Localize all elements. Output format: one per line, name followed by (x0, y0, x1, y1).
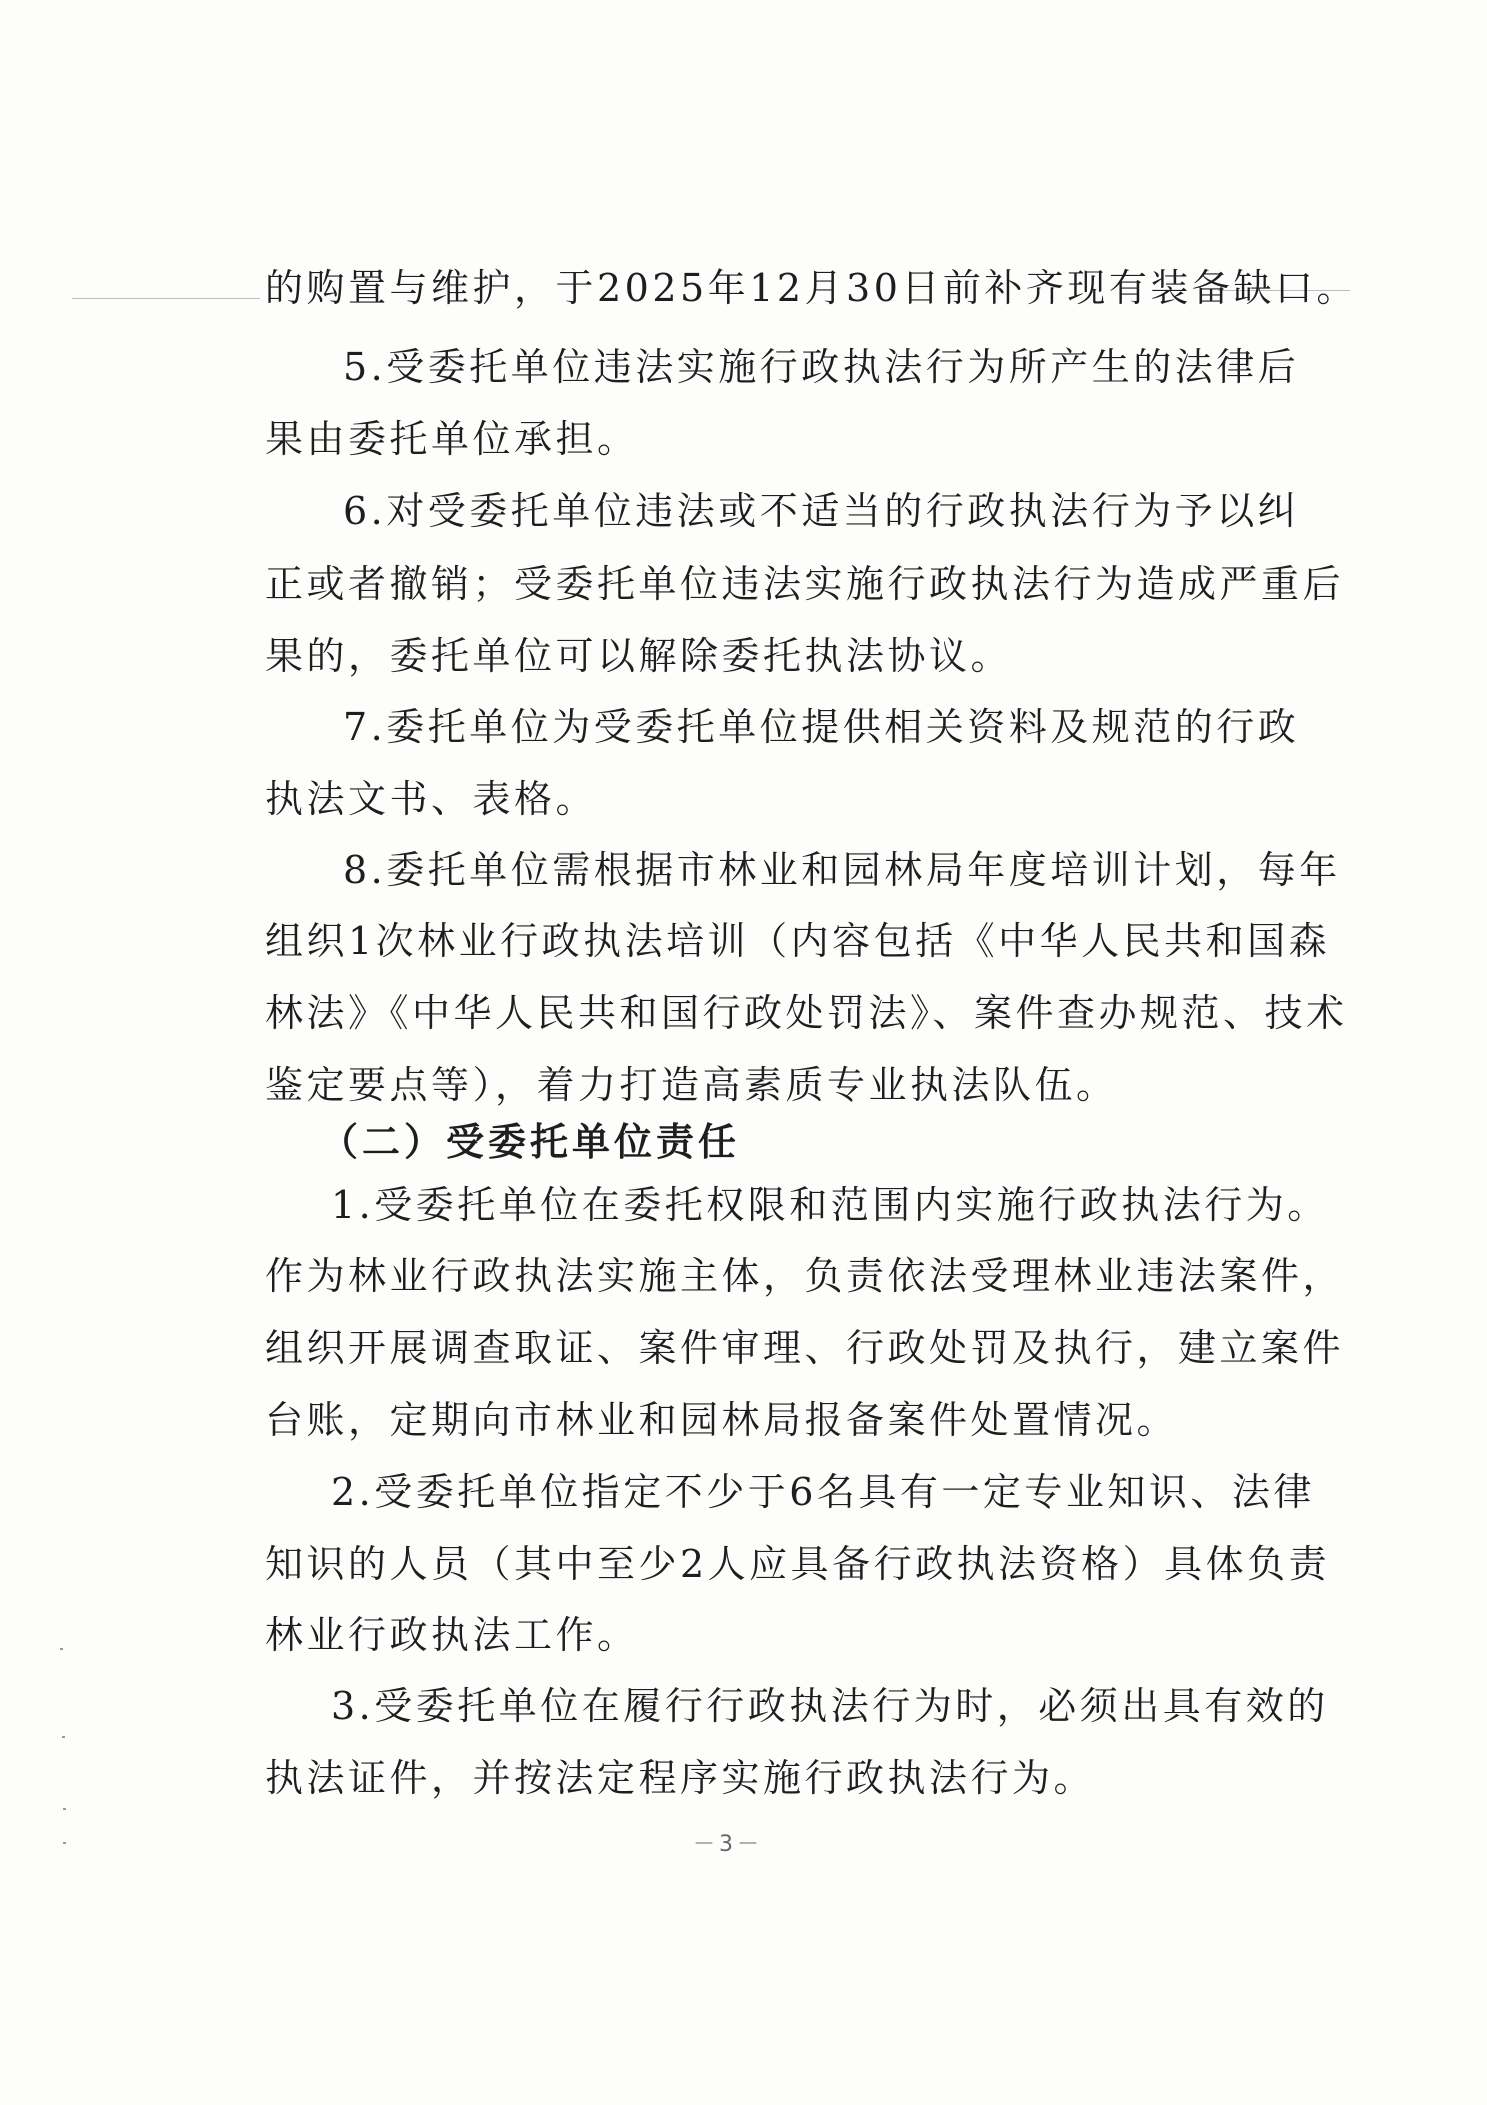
text-line-16: 台账，定期向市林业和园林局报备案件处置情况。 (265, 1398, 1179, 1442)
scan-speck (62, 1736, 65, 1738)
page-number: －3－ (693, 1832, 763, 1857)
text-line-14: 作为林业行政执法实施主体，负责依法受理林业违法案件， (265, 1254, 1345, 1298)
text-line-20: 3.受委托单位在履行行政执法行为时，必须出具有效的 (331, 1684, 1329, 1728)
scan-speck (60, 1648, 63, 1650)
scan-artifact-line-left (72, 298, 260, 299)
text-line-10: 组织1次林业行政执法培训（内容包括《中华人民共和国森 (265, 919, 1331, 963)
text-line-1: 的购置与维护，于2025年12月30日前补齐现有装备缺口。 (265, 266, 1358, 310)
text-line-8: 执法文书、表格。 (265, 777, 598, 821)
text-line-4: 6.对受委托单位违法或不适当的行政执法行为予以纠 (343, 489, 1300, 533)
text-line-19: 林业行政执法工作。 (265, 1613, 639, 1657)
text-line-2: 5.受委托单位违法实施行政执法行为所产生的法律后 (343, 345, 1300, 389)
text-line-6: 果的，委托单位可以解除委托执法协议。 (265, 634, 1013, 678)
scan-speck (63, 1808, 66, 1810)
text-line-3: 果由委托单位承担。 (265, 417, 639, 461)
text-line-12: 鉴定要点等），着力打造高素质专业执法队伍。 (265, 1063, 1118, 1107)
text-line-9: 8.委托单位需根据市林业和园林局年度培训计划，每年 (343, 848, 1341, 892)
text-line-15: 组织开展调查取证、案件审理、行政处罚及执行，建立案件 (265, 1326, 1345, 1370)
section-heading: （二）受委托单位责任 (320, 1120, 741, 1164)
text-line-11: 林法》《中华人民共和国行政处罚法》、案件查办规范、技术 (265, 991, 1348, 1035)
text-line-21: 执法证件，并按法定程序实施行政执法行为。 (265, 1756, 1096, 1800)
text-line-18: 知识的人员（其中至少2人应具备行政执法资格）具体负责 (265, 1542, 1331, 1586)
text-line-7: 7.委托单位为受委托单位提供相关资料及规范的行政 (343, 705, 1300, 749)
scan-speck (63, 1842, 66, 1844)
text-line-13: 1.受委托单位在委托权限和范围内实施行政执法行为。 (331, 1183, 1329, 1227)
text-line-5: 正或者撤销；受委托单位违法实施行政执法行为造成严重后 (265, 562, 1345, 606)
text-line-17: 2.受委托单位指定不少于6名具有一定专业知识、法律 (331, 1470, 1315, 1514)
